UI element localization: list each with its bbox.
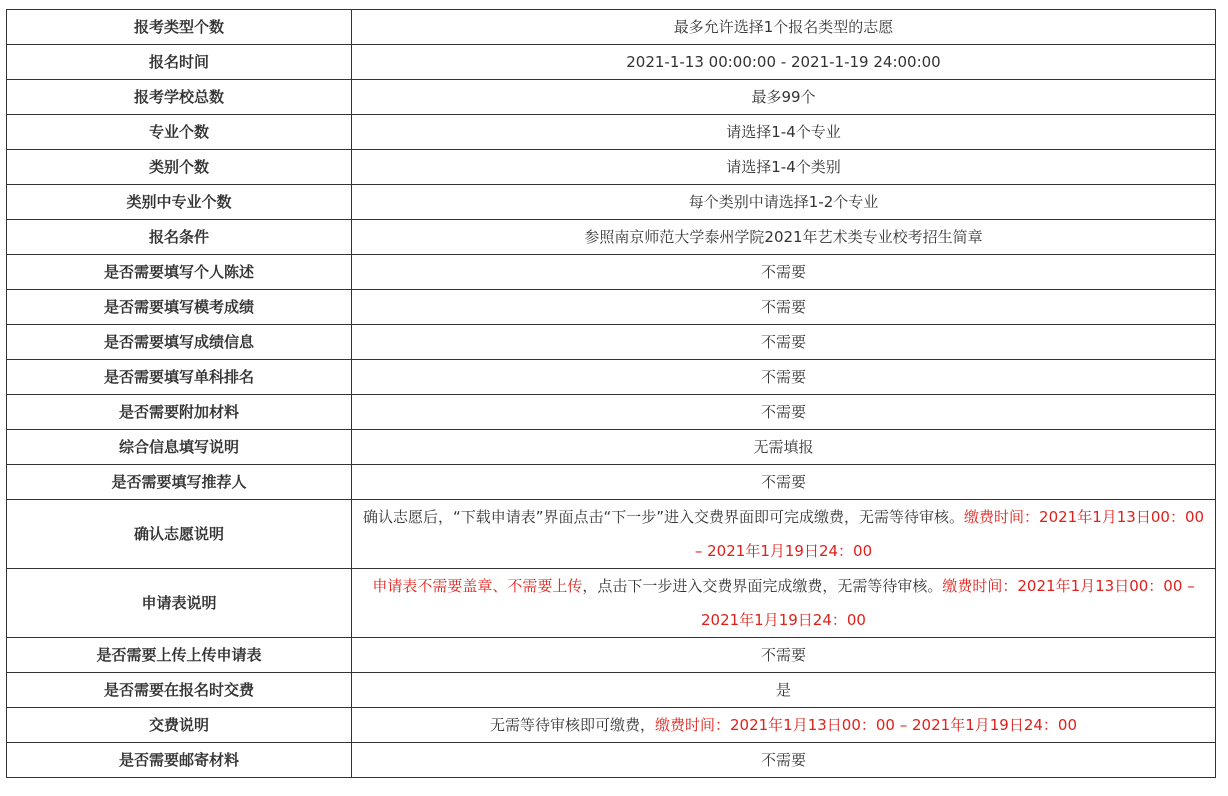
table-row: [7, 360, 1216, 395]
row-value: 参照南京师范大学泰州学院2021年艺术类专业校考招生简章: [352, 220, 1216, 255]
value-text: 无需等待审核即可缴费，: [489, 716, 655, 734]
table-row: [7, 255, 1216, 290]
table-row: [7, 465, 1216, 500]
table-row: [7, 708, 1216, 743]
row-value: [352, 500, 1216, 569]
row-label: 报名条件: [7, 220, 352, 255]
value-text: ，点击下一步进入交费界面完成缴费，无需等待审核。: [582, 577, 943, 595]
table-row: [7, 115, 1216, 150]
payment-time-highlight: 缴费时间：2021年1月13日00：00 – 2021年1月19日24：00: [655, 716, 1077, 734]
row-label: 类别中专业个数: [7, 185, 352, 220]
table-row: [7, 150, 1216, 185]
table-row: [7, 220, 1216, 255]
no-seal-highlight: 申请表不需要盖章、不需要上传: [372, 577, 583, 595]
row-value: 不需要: [352, 743, 1216, 778]
row-label: 是否需要填写成绩信息: [7, 325, 352, 360]
row-label: 报名时间: [7, 45, 352, 80]
row-label: 专业个数: [7, 115, 352, 150]
row-value: 不需要: [352, 290, 1216, 325]
table-row: [7, 185, 1216, 220]
table-row: [7, 743, 1216, 778]
table-row: [7, 638, 1216, 673]
row-value: 不需要: [352, 638, 1216, 673]
row-value: 2021-1-13 00:00:00 - 2021-1-19 24:00:00: [352, 45, 1216, 80]
table-row: [7, 569, 1216, 638]
payment-time-highlight: 缴费时间：2021年1月13日00：00 – 2021年1月19日24：00: [701, 577, 1195, 629]
registration-info-panel: [6, 9, 1216, 778]
table-row: [7, 430, 1216, 465]
row-value: 每个类别中请选择1-2个专业: [352, 185, 1216, 220]
row-label: 是否需要填写模考成绩: [7, 290, 352, 325]
row-value: 不需要: [352, 360, 1216, 395]
row-value: 请选择1-4个类别: [352, 150, 1216, 185]
row-label: 是否需要附加材料: [7, 395, 352, 430]
row-value: 最多允许选择1个报名类型的志愿: [352, 10, 1216, 45]
row-label: 综合信息填写说明: [7, 430, 352, 465]
registration-info-table: [6, 9, 1216, 778]
payment-time-highlight: 缴费时间：2021年1月13日00：00 – 2021年1月19日24：00: [694, 508, 1205, 560]
row-value: 不需要: [352, 395, 1216, 430]
row-value: [352, 708, 1216, 743]
table-row: [7, 45, 1216, 80]
table-row: [7, 325, 1216, 360]
row-label: 是否需要在报名时交费: [7, 673, 352, 708]
row-label: 是否需要填写单科排名: [7, 360, 352, 395]
row-label: 报考类型个数: [7, 10, 352, 45]
row-label: 确认志愿说明: [7, 500, 352, 569]
table-row: [7, 80, 1216, 115]
row-label: 报考学校总数: [7, 80, 352, 115]
row-label: 是否需要填写推荐人: [7, 465, 352, 500]
row-label: 交费说明: [7, 708, 352, 743]
row-value: 是: [352, 673, 1216, 708]
table-row: [7, 500, 1216, 569]
table-row: [7, 290, 1216, 325]
table-row: [7, 10, 1216, 45]
row-value: 不需要: [352, 325, 1216, 360]
table-row: [7, 673, 1216, 708]
row-value: 无需填报: [352, 430, 1216, 465]
table-row: [7, 395, 1216, 430]
row-label: 是否需要填写个人陈述: [7, 255, 352, 290]
row-value: 请选择1-4个专业: [352, 115, 1216, 150]
row-value: 不需要: [352, 255, 1216, 290]
row-label: 类别个数: [7, 150, 352, 185]
row-value: [352, 569, 1216, 638]
row-label: 是否需要邮寄材料: [7, 743, 352, 778]
row-label: 是否需要上传上传申请表: [7, 638, 352, 673]
row-value: 不需要: [352, 465, 1216, 500]
row-label: 申请表说明: [7, 569, 352, 638]
value-text: 确认志愿后，“下载申请表”界面点击“下一步”进入交费界面即可完成缴费，无需等待审核。: [362, 508, 965, 526]
row-value: 最多99个: [352, 80, 1216, 115]
